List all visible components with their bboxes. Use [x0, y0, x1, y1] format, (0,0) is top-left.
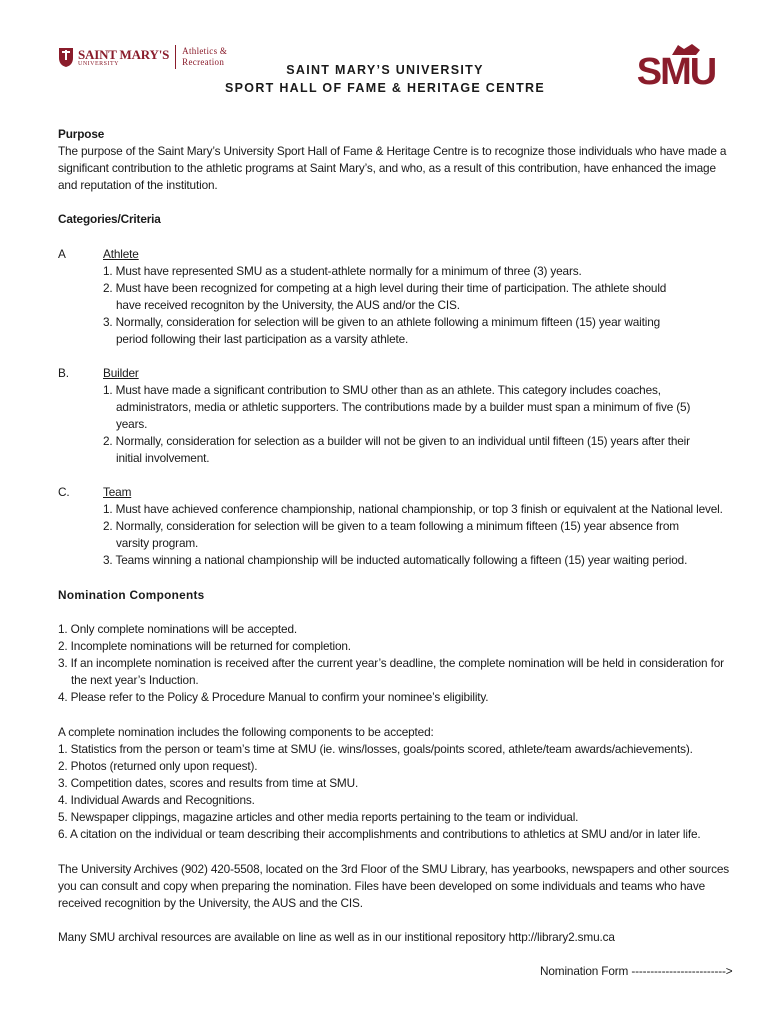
nomination-rule: 1. Only complete nominations will be accepted.: [58, 622, 297, 636]
athlete-criterion: 1. Must have represented SMU as a student-athlete normally for a minimum of three (3) years.: [103, 264, 582, 278]
builder-criterion-cont: initial involvement.: [116, 451, 210, 465]
athlete-criterion: 2. Must have been recognized for competing at a high level during their time of participation. The athlete should: [103, 281, 667, 295]
category-title-team: Team: [103, 485, 132, 499]
team-criterion: 3. Teams winning a national championship will be inducted automatically following a fifteen (15) year waiting period.: [103, 553, 688, 567]
category-letter-c: C.: [58, 485, 70, 499]
logo-dept-line1: Athletics &: [182, 46, 228, 56]
category-letter-a: A: [58, 247, 66, 261]
team-criterion: 1. Must have achieved conference championship, national championship, or top 3 finish or equivalent at the National level.: [103, 502, 723, 516]
nomination-rule: 4. Please refer to the Policy & Procedure Manual to confirm your nominee’s eligibility.: [58, 690, 489, 704]
athlete-criterion-cont: period following their last participation as a varsity athlete.: [116, 332, 409, 346]
purpose-heading: Purpose: [58, 127, 105, 141]
categories-heading: Categories/Criteria: [58, 212, 161, 226]
title-line-1: SAINT MARY’S UNIVERSITY: [286, 63, 484, 77]
nomination-form-link[interactable]: Nomination Form ------------------------->: [540, 964, 733, 978]
title-line-2: SPORT HALL OF FAME & HERITAGE CENTRE: [225, 81, 545, 95]
component-item: 5. Newspaper clippings, magazine articles and other media reports pertaining to the team or individual.: [58, 810, 579, 824]
builder-criterion: 2. Normally, consideration for selection as a builder will not be given to an individual until fifteen (15) years after their: [103, 434, 690, 448]
components-intro: A complete nomination includes the following components to be accepted:: [58, 725, 434, 739]
component-item: 6. A citation on the individual or team describing their accomplishments and contributions to athletics at SMU and/or in later life.: [58, 827, 701, 841]
builder-criterion-cont: years.: [116, 417, 148, 431]
purpose-text: The purpose of the Saint Mary’s University Sport Hall of Fame & Heritage Centre is to recognize those individuals who have made a significant contribution to the athletic programs at Saint Mary’s, and who, as a result of this contribution, have enhanced the image and reputation of the institution.: [58, 144, 727, 192]
logo-university-name: SAINT MARY'S: [78, 46, 170, 62]
component-item: 2. Photos (returned only upon request).: [58, 759, 258, 773]
category-title-athlete: Athlete: [103, 247, 139, 261]
logo-dept-line2: Recreation: [182, 57, 225, 67]
builder-criterion: 1. Must have made a significant contribution to SMU other than as an athlete. This category includes coaches,: [103, 383, 661, 397]
document-title: [0, 61, 770, 97]
team-criterion-cont: varsity program.: [116, 536, 199, 550]
logo-university-sub: UNIVERSITY: [78, 60, 119, 67]
athlete-criterion-cont: have received recogniton by the University, the AUS and/or the CIS.: [116, 298, 460, 312]
component-item: 4. Individual Awards and Recognitions.: [58, 793, 255, 807]
athlete-criterion: 3. Normally, consideration for selection will be given to an athlete following a minimum fifteen (15) year waiting: [103, 315, 661, 329]
category-title-builder: Builder: [103, 366, 139, 380]
component-item: 3. Competition dates, scores and results from time at SMU.: [58, 776, 359, 790]
nomination-heading: Nomination Components: [58, 588, 205, 602]
category-letter-b: B.: [58, 366, 69, 380]
nomination-rule-cont: the next year’s Induction.: [71, 673, 199, 687]
smu-logo-text: SMU: [636, 51, 716, 87]
builder-criterion-cont: administrators, media or athletic supporters. The contributions made by a builder must span a minimum of five (5): [116, 400, 691, 414]
nomination-rule: 2. Incomplete nominations will be returned for completion.: [58, 639, 351, 653]
repository-paragraph: Many SMU archival resources are available on line as well as in our institional repository http://library2.smu.ca: [58, 930, 615, 944]
component-item: 1. Statistics from the person or team’s time at SMU (ie. wins/losses, goals/points scored, athlete/team awards/achievements).: [58, 742, 693, 756]
team-criterion: 2. Normally, consideration for selection will be given to a team following a minimum fifteen (15) year absence from: [103, 519, 679, 533]
nomination-rule: 3. If an incomplete nomination is received after the current year’s deadline, the complete nomination will be held in consideration for: [58, 656, 724, 670]
archives-paragraph: The University Archives (902) 420-5508, located on the 3rd Floor of the SMU Library, has yearbooks, newspapers and other sources you can consult and copy when preparing the nomination. Files have been developed on some individuals and teams who have received recognition by the University, the AUS and the CIS.: [58, 862, 730, 910]
